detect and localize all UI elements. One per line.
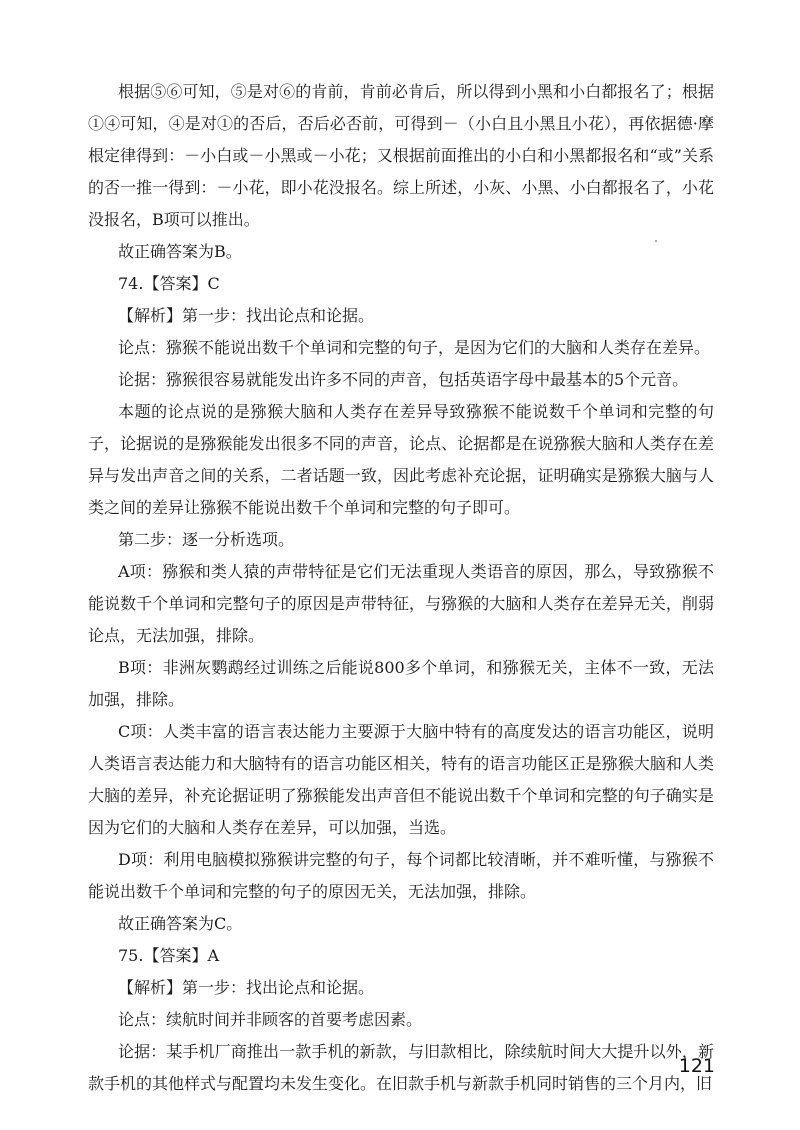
paragraph-q75-analysis-step1: 【解析】第一步：找出论点和论据。 bbox=[118, 978, 375, 997]
paragraph-q74-discussion: 本题的论点说的是猕猴大脑和人类存在差异导致猕猴不能说数千个单词和完整的句子，论据说的是猕猴能发出很多不同的声音，论点、论据都是在说猕猴大脑和人类存在差异与发出声音之间的关系，二者话题一致，因此考虑补充论据，证明确实是猕猴大脑与人类之间的差异让猕猴不能说出数千个单词和完整的句子即可。 bbox=[88, 402, 714, 517]
paragraph-q75-heading: 75.【答案】A bbox=[118, 946, 220, 965]
paragraph-q74-option-c: C项：人类丰富的语言表达能力主要源于大脑中特有的高度发达的语言功能区，说明人类语言表达能力和大脑特有的语言功能区相关，特有的语言功能区正是猕猴大脑和人类大脑的差异，补充论据证明了猕猴能发出声音但不能说出数千个单词和完整的句子确实是因为它们的大脑和人类存在差异，可以加强，当选。 bbox=[88, 722, 714, 837]
paragraph-q73-reasoning: 根据⑤⑥可知，⑤是对⑥的肯前，肯前必肯后，所以得到小黑和小白都报名了；根据①④可知，④是对①的否后，否后必否前，可得到－（小白且小黑且小花），再依据德·摩根定律得到：－小白或－小黑或－小花；又根据前面推出的小白和小黑都报名和“或”关系的否一推一得到：－小花，即小花没报名。综上所述，小灰、小黑、小白都报名了，小花没报名，B项可以推出。 bbox=[88, 82, 714, 229]
paragraph-q75-argument: 论点：续航时间并非顾客的首要考虑因素。 bbox=[118, 1010, 423, 1029]
paragraph-q74-option-a: A项：猕猴和类人猿的声带特征是它们无法重现人类语音的原因，那么，导致猕猴不能说数千个单词和完整句子的原因是声带特征，与猕猴的大脑和人类存在差异无关，削弱论点，无法加强，排除。 bbox=[88, 562, 714, 645]
paragraph-q74-option-d: D项：利用电脑模拟猕猴讲完整的句子，每个词都比较清晰，并不难听懂，与猕猴不能说出数千个单词和完整的句子的原因无关，无法加强，排除。 bbox=[88, 850, 714, 901]
paragraph-q74-analysis-step2: 第二步：逐一分析选项。 bbox=[118, 530, 295, 549]
paragraph-q74-option-b: B项：非洲灰鹦鹉经过训练之后能说800多个单词，和猕猴无关，主体不一致，无法加强，排除。 bbox=[88, 658, 714, 709]
scan-speck bbox=[655, 240, 657, 242]
paragraph-q74-analysis-step1: 【解析】第一步：找出论点和论据。 bbox=[118, 306, 375, 325]
paragraph-q74-answer: 故正确答案为C。 bbox=[118, 914, 243, 933]
paragraph-q74-argument: 论点：猕猴不能说出数千个单词和完整的句子，是因为它们的大脑和人类存在差异。 bbox=[118, 338, 711, 357]
document-body bbox=[88, 76, 714, 1100]
paragraph-q75-evidence: 论据：某手机厂商推出一款手机的新款，与旧款相比，除续航时间大大提升以外，新款手机的其他样式与配置均未发生变化。在旧款手机与新款手机同时销售的三个月内，旧 bbox=[88, 1042, 714, 1093]
paragraph-q74-heading: 74.【答案】C bbox=[118, 274, 220, 293]
paragraph-q74-evidence: 论据：猕猴很容易就能发出许多不同的声音，包括英语字母中最基本的5个元音。 bbox=[118, 370, 689, 389]
page-number: 121 bbox=[678, 1055, 715, 1077]
paragraph-q73-answer: 故正确答案为B。 bbox=[118, 242, 242, 261]
